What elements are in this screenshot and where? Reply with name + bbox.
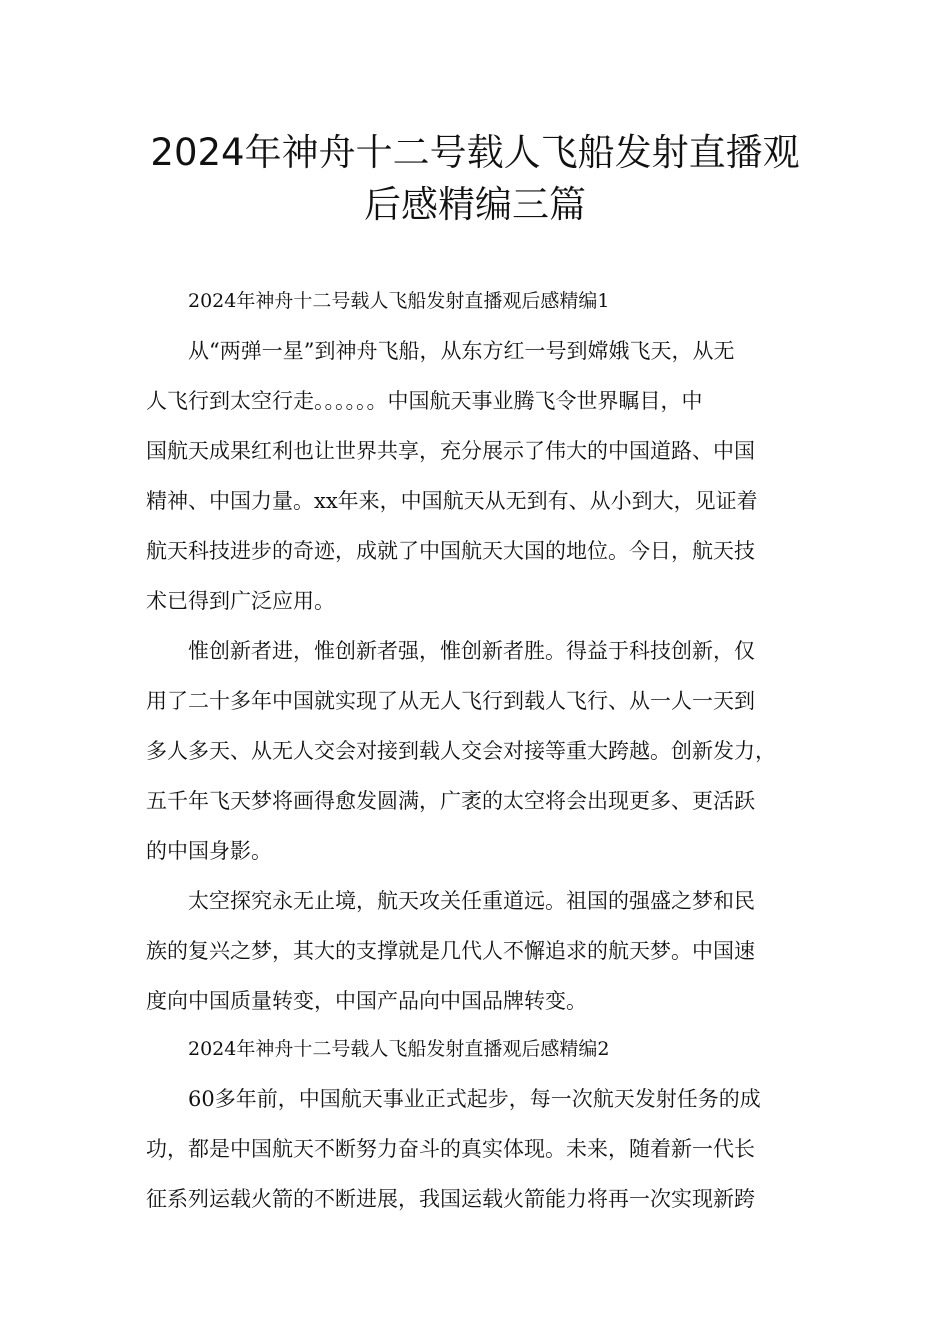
paragraph-line: 度向中国质量转变，中国产品向中国品牌转变。 (146, 989, 587, 1013)
document-title-line-1: 2024年神舟十二号载人飞船发射直播观 (150, 131, 800, 174)
paragraph-line: 五千年飞天梦将画得愈发圆满，广袤的太空将会出现更多、更活跃 (146, 789, 755, 813)
paragraph-line: 从“两弹一星”到神舟飞船，从东方红一号到嫦娥飞天，从无 (188, 339, 735, 363)
paragraph-line: 60多年前，中国航天事业正式起步，每一次航天发射任务的成 (188, 1087, 761, 1111)
paragraph-line: 国航天成果红利也让世界共享，充分展示了伟大的中国道路、中国 (146, 439, 755, 463)
paragraph-line: 精神、中国力量。xx年来，中国航天从无到有、从小到大，见证着 (146, 489, 758, 513)
paragraph-line: 航天科技进步的奇迹，成就了中国航天大国的地位。今日，航天技 (146, 539, 755, 563)
paragraph-line: 多人多天、从无人交会对接到载人交会对接等重大跨越。创新发力， (146, 739, 776, 763)
section-heading-2: 2024年神舟十二号载人飞船发射直播观后感精编2 (188, 1038, 610, 1060)
paragraph-line: 功，都是中国航天不断努力奋斗的真实体现。未来，随着新一代长 (146, 1137, 755, 1161)
paragraph-line: 人飞行到太空行走。。。。。。中国航天事业腾飞令世界瞩目，中 (146, 389, 703, 413)
paragraph-line: 用了二十多年中国就实现了从无人飞行到载人飞行、从一人一天到 (146, 689, 755, 713)
paragraph-line: 的中国身影。 (146, 839, 272, 863)
section-heading-1: 2024年神舟十二号载人飞船发射直播观后感精编1 (188, 290, 610, 312)
paragraph-line: 征系列运载火箭的不断进展，我国运载火箭能力将再一次实现新跨 (146, 1187, 755, 1211)
paragraph-line: 族的复兴之梦，其大的支撑就是几代人不懈追求的航天梦。中国速 (146, 939, 755, 963)
paragraph-line: 术已得到广泛应用。 (146, 589, 335, 613)
document-title-line-2: 后感精编三篇 (364, 183, 586, 226)
paragraph-line: 惟创新者进，惟创新者强，惟创新者胜。得益于科技创新，仅 (188, 639, 755, 663)
paragraph-line: 太空探究永无止境，航天攻关任重道远。祖国的强盛之梦和民 (188, 889, 755, 913)
